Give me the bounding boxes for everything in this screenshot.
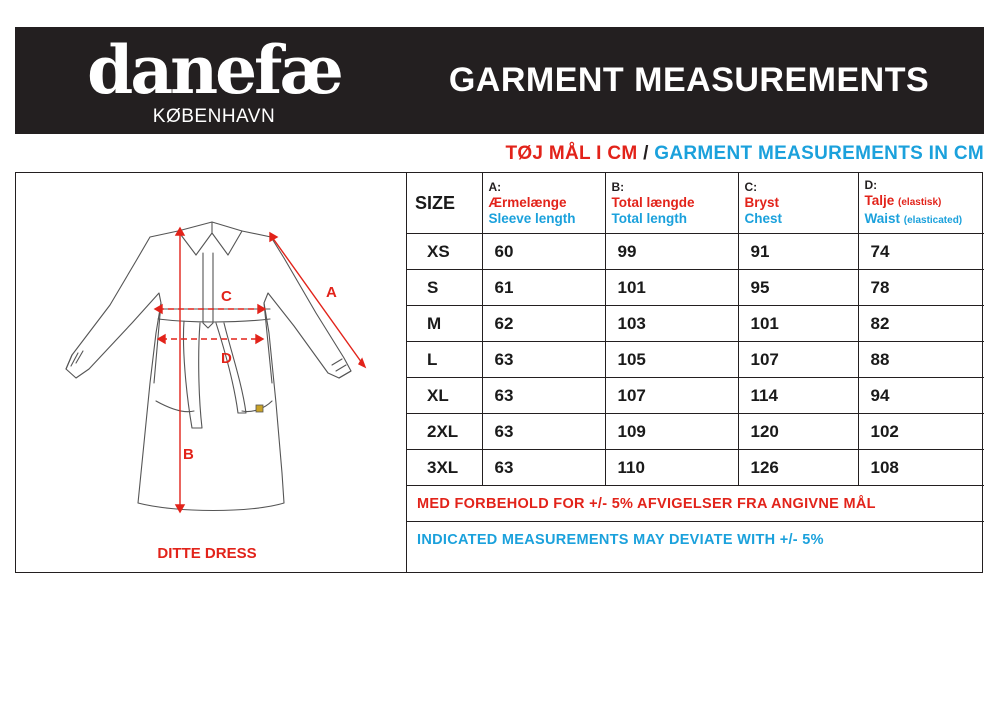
chest-cell: 120 (738, 414, 858, 450)
waist-cell: 102 (858, 414, 984, 450)
sleeve-length-cell: 63 (482, 414, 605, 450)
column-header-d (858, 173, 984, 234)
waist-cell: 82 (858, 306, 984, 342)
total-length-cell: 99 (605, 234, 738, 270)
header-banner (15, 27, 984, 134)
marker-label-b: B (183, 446, 194, 463)
marker-a-arrow-top (270, 233, 277, 241)
sleeve-length-cell: 63 (482, 450, 605, 486)
table-row (407, 270, 984, 306)
dress-belt-tie (216, 323, 246, 413)
marker-label-a: A (326, 284, 337, 301)
page-title: GARMENT MEASUREMENTS (448, 61, 930, 99)
dress-waistband (158, 309, 270, 322)
marker-c-arrow-left (155, 305, 162, 313)
column-name-danish: Ærmelænge (488, 195, 567, 210)
dress-collar (178, 222, 242, 255)
note-row-english (407, 522, 984, 558)
marker-d-arrow-right (256, 335, 263, 343)
marker-label-c: C (221, 288, 232, 305)
column-header-a (482, 173, 605, 234)
brand-logo: danefæ (87, 31, 341, 109)
chest-cell: 114 (738, 378, 858, 414)
size-cell: L (407, 342, 482, 378)
size-cell: 3XL (407, 450, 482, 486)
column-letter: D: (864, 178, 878, 192)
dress-cuff-right (332, 359, 351, 378)
marker-label-d: D (221, 350, 232, 367)
total-length-cell: 101 (605, 270, 738, 306)
sleeve-length-cell: 63 (482, 342, 605, 378)
note-row-danish (407, 486, 984, 522)
dress-illustration-panel (16, 173, 407, 572)
size-header: SIZE (407, 173, 482, 234)
column-letter: A: (488, 180, 502, 194)
total-length-cell: 107 (605, 378, 738, 414)
brand-logo-subtitle: KØBENHAVN (152, 106, 276, 127)
chest-cell: 91 (738, 234, 858, 270)
size-cell: 2XL (407, 414, 482, 450)
column-name-danish (865, 193, 985, 211)
measurement-table-wrap (407, 173, 983, 572)
column-name-english: Total length (611, 211, 687, 226)
size-cell: M (407, 306, 482, 342)
chest-cell: 95 (738, 270, 858, 306)
table-row (407, 342, 984, 378)
sleeve-length-cell: 60 (482, 234, 605, 270)
size-cell: S (407, 270, 482, 306)
marker-a-line (272, 237, 362, 363)
chest-cell: 101 (738, 306, 858, 342)
marker-b-arrow-bottom (176, 505, 184, 512)
units-subtitle (505, 143, 984, 165)
total-length-cell: 110 (605, 450, 738, 486)
sleeve-length-cell: 62 (482, 306, 605, 342)
table-row (407, 234, 984, 270)
measurement-markers (155, 228, 365, 512)
table-row (407, 414, 984, 450)
units-subtitle-english: GARMENT MEASUREMENTS IN CM (654, 143, 984, 164)
column-name-english: Sleeve length (488, 211, 576, 226)
units-subtitle-separator: / (643, 143, 649, 164)
product-name: DITTE DRESS (157, 545, 257, 562)
waist-cell: 74 (858, 234, 984, 270)
chest-cell: 126 (738, 450, 858, 486)
sleeve-length-cell: 61 (482, 270, 605, 306)
total-length-cell: 103 (605, 306, 738, 342)
marker-b-arrow-top (176, 228, 184, 235)
waist-cell: 78 (858, 270, 984, 306)
waist-cell: 88 (858, 342, 984, 378)
column-name-english: Chest (744, 211, 783, 226)
measurement-frame (15, 172, 983, 573)
column-letter: C: (744, 180, 758, 194)
deviation-note-english: INDICATED MEASUREMENTS MAY DEVIATE WITH +/- 5% (407, 522, 984, 558)
sleeve-length-cell: 63 (482, 378, 605, 414)
column-note-english: (elasticated) (903, 215, 963, 226)
chest-cell: 107 (738, 342, 858, 378)
brand-tag-icon (256, 405, 263, 412)
total-length-cell: 105 (605, 342, 738, 378)
size-cell: XL (407, 378, 482, 414)
column-header-b (605, 173, 738, 234)
dress-drawing (16, 173, 406, 572)
table-row (407, 450, 984, 486)
total-length-cell: 109 (605, 414, 738, 450)
table-row (407, 378, 984, 414)
table-row (407, 306, 984, 342)
marker-d-arrow-left (158, 335, 165, 343)
column-name-danish-text: Talje (864, 193, 895, 208)
waist-cell: 108 (858, 450, 984, 486)
waist-cell: 94 (858, 378, 984, 414)
size-cell: XS (407, 234, 482, 270)
units-subtitle-danish: TØJ MÅL I CM (505, 143, 638, 164)
column-name-danish: Total længde (611, 195, 695, 210)
column-name-english-text: Waist (864, 211, 901, 226)
column-name-danish: Bryst (744, 195, 780, 210)
column-letter: B: (611, 180, 625, 194)
measurement-table (407, 173, 984, 557)
column-note-danish: (elastisk) (898, 197, 942, 208)
dress-placket (203, 253, 213, 328)
column-header-c (738, 173, 858, 234)
deviation-note-danish: MED FORBEHOLD FOR +/- 5% AFVIGELSER FRA ANGIVNE MÅL (407, 486, 984, 522)
table-header-row (407, 173, 984, 234)
column-name-english (865, 211, 985, 229)
dress-cuff-left (66, 351, 83, 369)
dress-body-outline (66, 222, 351, 511)
